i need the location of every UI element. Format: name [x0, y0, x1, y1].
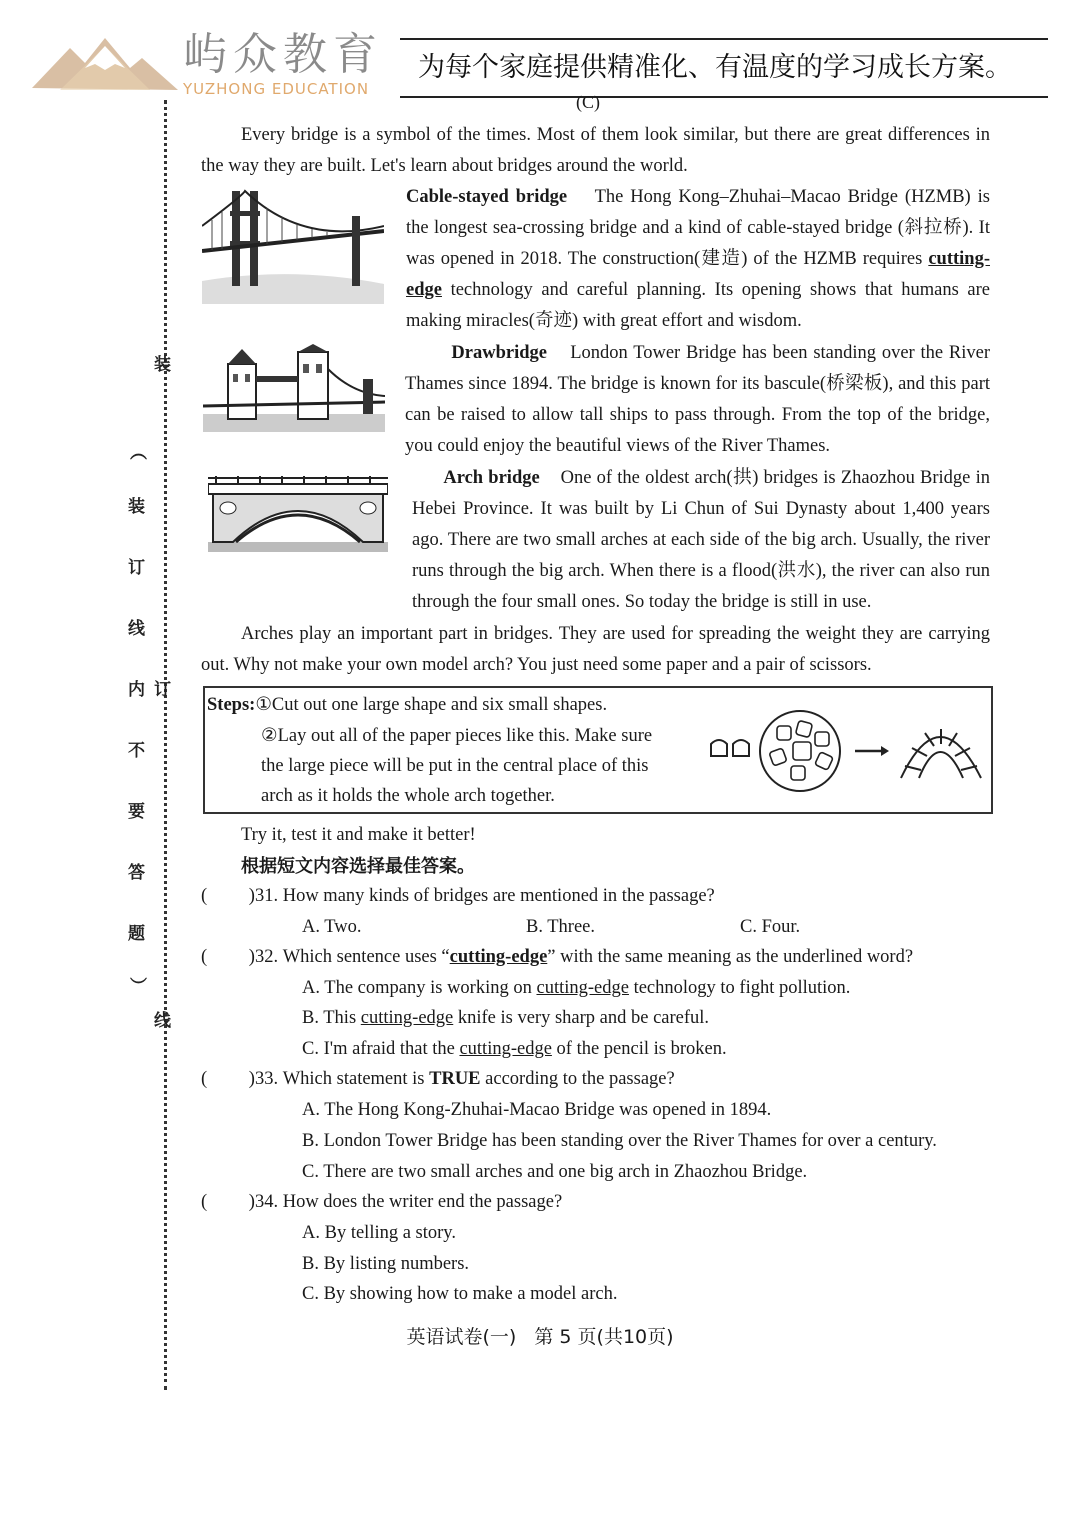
question-32: ( )32. Which sentence uses “cutting-edge” with the same meaning as the underlined word? — [201, 947, 914, 967]
q32-option-b[interactable]: B. This cutting-edge knife is very sharp and be careful. — [302, 1008, 710, 1028]
arches-paragraph: Arches play an important part in bridges. They are used for spreading the weight they are carrying out. Why not make your own model arch? You just need some paper and a pair of scissors. — [201, 624, 990, 675]
binding-char: 不 — [128, 741, 145, 761]
mountain-logo-icon — [30, 28, 180, 103]
binding-char: ︵ — [130, 443, 147, 463]
cable-bridge-title: Cable-stayed bridge — [406, 187, 568, 207]
answer-blank[interactable]: ( ) — [201, 886, 255, 906]
binding-dotted-line — [164, 100, 167, 1390]
binding-char: 装 — [128, 497, 145, 517]
cable-bridge-text-a: The Hong Kong–Zhuhai–Macao Bridge (HZMB) is the longest sea-crossing bridge and a kind of cable-stayed bridge (斜拉桥). It was opened in 2018. The construction(建造) of the HZMB requires — [406, 187, 990, 269]
brand-name-en: YUZHONG EDUCATION — [183, 80, 370, 98]
binding-char: 订 — [154, 680, 171, 700]
question-31: ( )31. How many kinds of bridges are mentioned in the passage? — [201, 886, 715, 906]
cable-bridge-text-b: technology and careful planning. Its opening shows that humans are making miracles(奇迹) with great effort and wisdom. — [406, 280, 990, 331]
q33-option-c[interactable]: C. There are two small arches and one big arch in Zhaozhou Bridge. — [302, 1162, 808, 1182]
binding-char: 内 — [128, 680, 145, 700]
instruction-line: 根据短文内容选择最佳答案。 — [241, 856, 475, 877]
q34-option-a[interactable]: A. By telling a story. — [302, 1223, 456, 1243]
model-arch-diagram — [705, 696, 987, 804]
step-2-line-3: arch as it holds the whole arch together. — [261, 786, 555, 806]
q31-option-b[interactable]: B. Three. — [526, 917, 596, 937]
slogan-text: 为每个家庭提供精准化、有温度的学习成长方案。 — [418, 52, 1012, 83]
steps-box — [203, 686, 993, 814]
binding-char: 线 — [154, 1011, 171, 1031]
answer-blank[interactable]: ( ) — [201, 1192, 255, 1212]
brand-name-cn: 屿众教育 — [183, 29, 383, 80]
arch-bridge-paragraph — [412, 463, 990, 618]
section-label: (C) — [576, 92, 600, 112]
drawbridge-title: Drawbridge — [451, 343, 547, 363]
answer-blank[interactable]: ( ) — [201, 947, 255, 967]
question-33: ( )33. Which statement is TRUE according to the passage? — [201, 1069, 675, 1089]
q34-option-c[interactable]: C. By showing how to make a model arch. — [302, 1284, 618, 1304]
drawbridge-paragraph-top — [405, 338, 990, 462]
slogan-banner — [400, 38, 1048, 98]
q31-option-a[interactable]: A. Two. — [302, 917, 362, 937]
binding-char: 要 — [128, 802, 145, 822]
cable-bridge-paragraph — [406, 182, 990, 337]
intro-paragraph: Every bridge is a symbol of the times. Most of them look similar, but there are great differences in the way they are built. Let's learn about bridges around the world. — [201, 125, 990, 176]
binding-char: 订 — [128, 558, 145, 578]
cable-bridge-illustration — [202, 186, 384, 304]
q33-option-b[interactable]: B. London Tower Bridge has been standing over the River Thames for over a century. — [302, 1131, 937, 1151]
question-34: ( )34. How does the writer end the passage? — [201, 1192, 563, 1212]
binding-char: 装 — [154, 355, 171, 375]
drawbridge-text: London Tower Bridge has been standing over the River Thames since 1894. The bridge is known for its bascule(桥梁板), and this part can be raised to allow tall ships to pass through. From the top of the bridge, you could enjoy the beautiful views of the River Thames. — [405, 343, 990, 456]
arch-bridge-illustration — [208, 470, 388, 552]
step-1: Steps:①Cut out one large shape and six small shapes. — [207, 695, 608, 715]
arch-bridge-title: Arch bridge — [443, 468, 540, 488]
q33-option-a[interactable]: A. The Hong Kong-Zhuhai-Macao Bridge was opened in 1894. — [302, 1100, 772, 1120]
cutting-edge-highlight: cutting-edge — [406, 249, 990, 300]
step-2-line-2: the large piece will be put in the central place of this — [261, 756, 649, 776]
closing-line: Try it, test it and make it better! — [241, 825, 476, 845]
q31-option-c[interactable]: C. Four. — [740, 917, 801, 937]
binding-char: ︶ — [130, 977, 147, 997]
page-footer: 英语试卷(一) 第 5 页(共10页) — [406, 1326, 674, 1348]
step-2-line-1: ②Lay out all of the paper pieces like this. Make sure — [261, 726, 653, 746]
q32-option-a[interactable]: A. The company is working on cutting-edge technology to fight pollution. — [302, 978, 851, 998]
drawbridge-illustration — [203, 344, 385, 432]
binding-char: 题 — [128, 924, 145, 944]
arch-bridge-text: One of the oldest arch(拱) bridges is Zhaozhou Bridge in Hebei Province. It was built by Li Chun of Sui Dynasty about 1,400 years ago. There are two small arches at each side of the big arch. Usually, the river runs through the big arch. When there is a flood(洪水), the river can also run through the four small ones. So today the bridge is still in use. — [412, 468, 991, 612]
steps-label: Steps: — [207, 695, 256, 715]
answer-blank[interactable]: ( ) — [201, 1069, 255, 1089]
binding-char: 线 — [128, 619, 145, 639]
q32-option-c[interactable]: C. I'm afraid that the cutting-edge of the pencil is broken. — [302, 1039, 727, 1059]
binding-char: 答 — [128, 863, 145, 883]
q34-option-b[interactable]: B. By listing numbers. — [302, 1254, 470, 1274]
